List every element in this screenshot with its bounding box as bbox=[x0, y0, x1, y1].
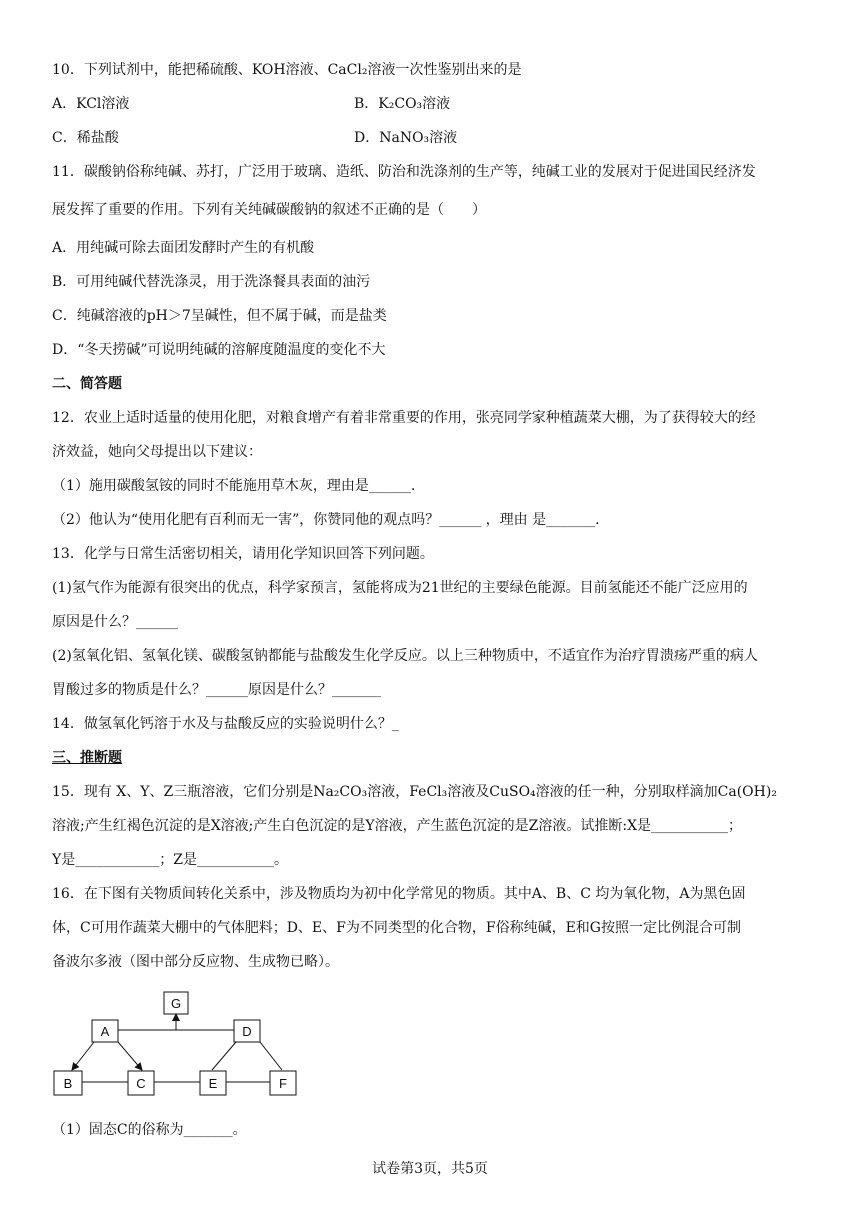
q16-line3: 备波尔多液（图中部分反应物、生成物已略）。 bbox=[52, 954, 339, 970]
q10-option-a: A．KCl溶液 bbox=[52, 96, 130, 112]
q13-p1-line2: 原因是什么？______ bbox=[52, 614, 178, 630]
q16-line1: 16．在下图有关物质间转化关系中，涉及物质均为初中化学常见的物质。其中A、B、C 均为氧化物，A为黑色固 bbox=[52, 886, 746, 902]
q13-p1-line1: (1)氢气作为能源有很突出的优点，科学家预言，氢能将成为21世纪的主要绿色能源。目前氢能还不能广泛应用的 bbox=[52, 580, 748, 596]
node-d-label: D bbox=[242, 1024, 252, 1039]
q12-line2: 济效益，她向父母提出以下建议： bbox=[52, 444, 262, 460]
edge-a-c bbox=[118, 1042, 142, 1070]
q16-line2: 体，C可用作蔬菜大棚中的气体肥料；D、E、F为不同类型的化合物，F俗称纯碱，E和G按照一定比例混合可制 bbox=[52, 920, 741, 936]
node-e-label: E bbox=[208, 1076, 218, 1091]
q16-sub1: （1）固态C的俗称为_______。 bbox=[52, 1122, 247, 1138]
q12-sub1: （1）施用碳酸氢铵的同时不能施用草木灰，理由是______. bbox=[52, 478, 416, 494]
page-footer: 试卷第3页，共5页 bbox=[372, 1161, 488, 1177]
q13-p2-line2: 胃酸过多的物质是什么？______原因是什么？_______ bbox=[52, 682, 381, 698]
node-a-label: A bbox=[100, 1024, 110, 1039]
q11-option-c: C．纯碱溶液的pH＞7呈碱性，但不属于碱，而是盐类 bbox=[52, 308, 387, 324]
node-g-label: G bbox=[170, 996, 182, 1011]
q11-option-b: B．可用纯碱代替洗涤灵，用于洗涤餐具表面的油污 bbox=[52, 274, 371, 290]
q14-stem: 14．做氢氧化钙溶于水及与盐酸反应的实验说明什么？_ bbox=[52, 716, 399, 732]
edge-a-b bbox=[72, 1042, 94, 1070]
q16-transformation-diagram bbox=[50, 990, 310, 1100]
q15-line3: Y是____________；Z是___________。 bbox=[52, 852, 288, 868]
q11-option-d: D．“冬天捞碱”可说明纯碱的溶解度随温度的变化不大 bbox=[52, 342, 386, 358]
edge-d-f bbox=[260, 1042, 282, 1070]
node-b-label: B bbox=[63, 1076, 73, 1091]
q10-option-b: B．K₂CO₃溶液 bbox=[354, 96, 451, 112]
q11-stem-line2: 展发挥了重要的作用。下列有关纯碱碳酸钠的叙述不正确的是（ ） bbox=[52, 202, 486, 218]
q10-option-d: D．NaNO₃溶液 bbox=[354, 130, 458, 146]
q15-line1: 15．现有 X、Y、Z三瓶溶液，它们分别是Na₂CO₃溶液，FeCl₃溶液及CuSO₄溶液的任一种，分别取样滴加Ca(OH)₂ bbox=[52, 784, 777, 800]
q13-p2-line1: (2)氢氧化铝、氢氧化镁、碳酸氢钠都能与盐酸发生化学反应。以上三种物质中，不适宜作为治疗胃溃疡严重的病人 bbox=[52, 648, 758, 664]
q15-line2: 溶液;产生红褐色沉淀的是X溶液;产生白色沉淀的是Y溶液，产生蓝色沉淀的是Z溶液。试推断:X是___________； bbox=[52, 818, 743, 834]
section-heading-2: 二、简答题 bbox=[52, 376, 122, 392]
q11-option-a: A．用纯碱可除去面团发酵时产生的有机酸 bbox=[52, 240, 315, 256]
node-c-label: C bbox=[136, 1076, 146, 1091]
edge-d-e bbox=[212, 1042, 236, 1070]
q13-stem: 13．化学与日常生活密切相关，请用化学知识回答下列问题。 bbox=[52, 546, 434, 562]
q12-sub2: （2）他认为“使用化肥有百利而无一害”，你赞同他的观点吗？______ ，理由 是_______. bbox=[52, 512, 600, 528]
q10-stem: 10．下列试剂中，能把稀硫酸、KOH溶液、CaCl₂溶液一次性鉴别出来的是 bbox=[52, 62, 522, 78]
q10-option-c: C．稀盐酸 bbox=[52, 130, 119, 146]
q11-stem-line1: 11．碳酸钠俗称纯碱、苏打，广泛用于玻璃、造纸、防治和洗涤剂的生产等，纯碱工业的发展对于促进国民经济发 bbox=[52, 164, 756, 180]
node-f-label: F bbox=[279, 1076, 287, 1091]
q12-line1: 12．农业上适时适量的使用化肥，对粮食增产有着非常重要的作用，张亮同学家种植蔬菜大棚，为了获得较大的经 bbox=[52, 410, 756, 426]
section-heading-3: 三、推断题 bbox=[52, 750, 122, 766]
